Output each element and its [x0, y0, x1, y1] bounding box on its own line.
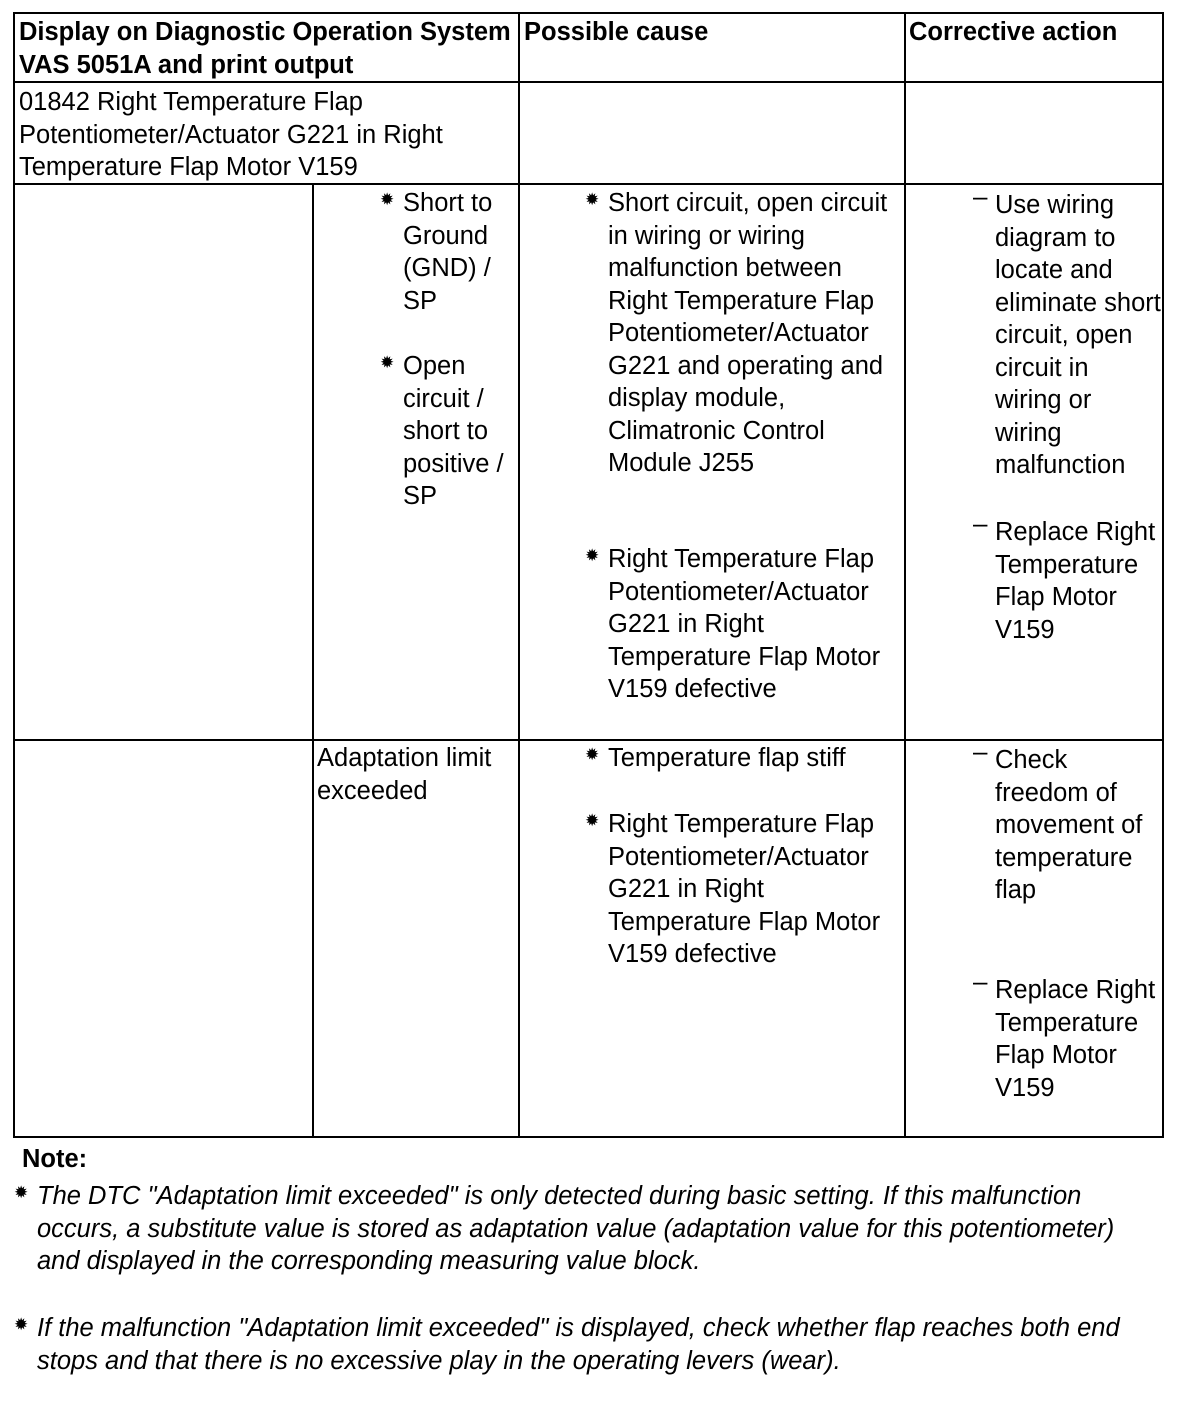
- note-item: ✹ The DTC "Adaptation limit exceeded" is only detected during basic setting. If this malfunction occurs, a substitute value is stored as adaptation value (adaptation value for this potentiometer) and displayed in the corresponding measuring value block.: [14, 1182, 1115, 1275]
- symptom-item: ✹ Open circuit / short to positive / SP: [380, 352, 504, 510]
- col-divider-3: [904, 12, 906, 1138]
- action-item: – Use wiring diagram to locate and eliminate short circuit, open circuit in wiring or wiring malfunction: [973, 181, 1161, 479]
- dash-icon: –: [973, 181, 988, 211]
- action-item: – Replace Right Temperature Flap Motor V159: [973, 508, 1156, 644]
- bullet-icon: ✹: [585, 811, 600, 830]
- dash-icon: –: [973, 966, 988, 996]
- action-item: – Replace Right Temperature Flap Motor V159: [973, 966, 1156, 1102]
- note-title: Note:: [22, 1145, 88, 1173]
- bullet-icon: ✹: [14, 1183, 29, 1202]
- bullet-icon: ✹: [585, 745, 600, 764]
- row-divider-header: [13, 81, 1164, 83]
- table-border-top: [13, 12, 1164, 14]
- bullet-icon: ✹: [380, 353, 395, 372]
- header-corrective-action: Corrective action: [909, 18, 1118, 46]
- cause-item: ✹ Right Temperature Flap Potentiometer/Actuator G221 in Right Temperature Flap Motor V159 defective: [585, 810, 881, 968]
- bullet-icon: ✹: [585, 190, 600, 209]
- header-display: Display on Diagnostic Operation System VAS 5051A and print output: [19, 18, 511, 79]
- col-divider-sub: [312, 184, 314, 1138]
- symptom-text: Adaptation limit exceeded: [317, 744, 492, 805]
- table-border-bottom: [13, 1136, 1164, 1138]
- table-border-right: [1162, 12, 1164, 1138]
- header-possible-cause: Possible cause: [524, 18, 709, 46]
- col-divider-2: [518, 12, 520, 1138]
- bullet-icon: ✹: [585, 546, 600, 565]
- bullet-icon: ✹: [380, 190, 395, 209]
- bullet-icon: ✹: [14, 1315, 29, 1334]
- dash-icon: –: [973, 508, 988, 538]
- cause-item: ✹ Right Temperature Flap Potentiometer/Actuator G221 in Right Temperature Flap Motor V159 defective: [585, 545, 881, 703]
- dtc-title: 01842 Right Temperature Flap Potentiometer/Actuator G221 in Right Temperature Flap Motor V159: [19, 88, 443, 181]
- row-divider-row1: [13, 739, 1164, 741]
- table-border-left: [13, 12, 15, 1138]
- cause-item: ✹ Temperature flap stiff: [585, 744, 846, 772]
- dash-icon: –: [973, 736, 988, 766]
- action-item: – Check freedom of movement of temperature flap: [973, 736, 1143, 904]
- cause-item: ✹ Short circuit, open circuit in wiring or wiring malfunction between Right Temperature Flap Potentiometer/Actuator G221 and operating and display module, Climatronic Control Module J255: [585, 189, 888, 477]
- note-item: ✹ If the malfunction "Adaptation limit exceeded" is displayed, check whether flap reaches both end stops and that there is no excessive play in the operating levers (wear).: [14, 1314, 1120, 1375]
- symptom-item: ✹ Short to Ground (GND) / SP: [380, 189, 493, 315]
